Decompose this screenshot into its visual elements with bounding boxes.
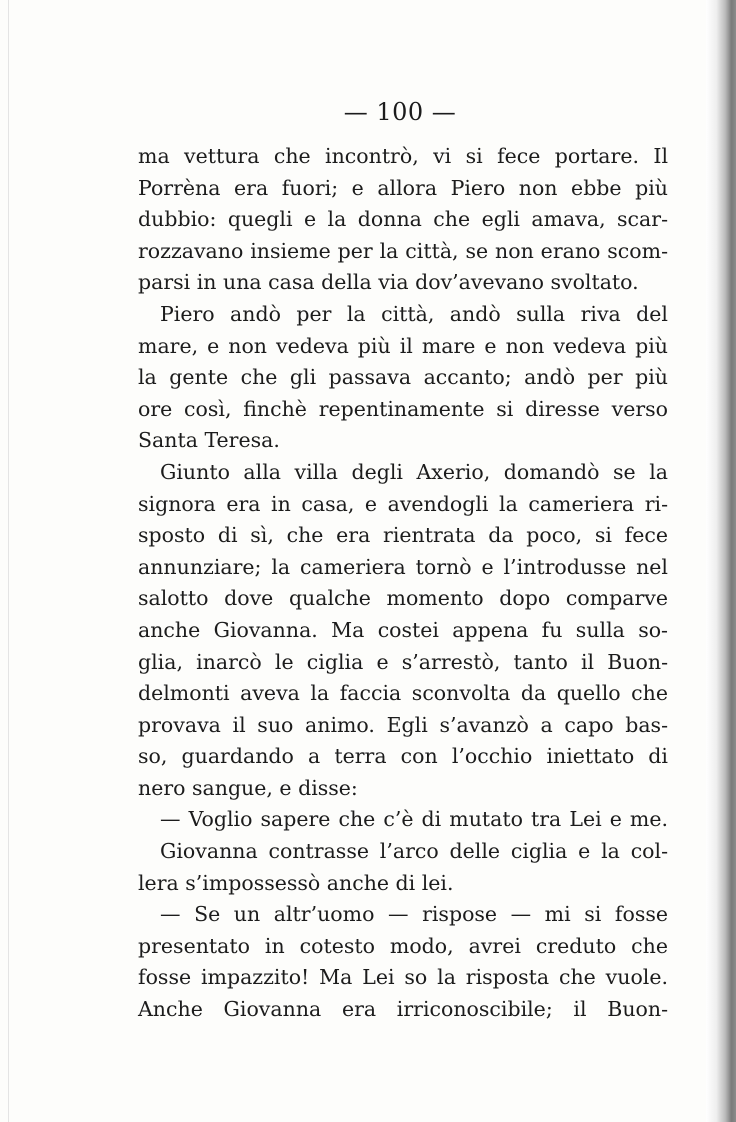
text-line: — Se un altr’uomo — rispose — mi si fosse: [160, 902, 668, 927]
text-line: Giovanna contrasse l’arco delle ciglia e la col-: [160, 839, 668, 864]
text-line: Giunto alla villa degli Axerio, domandò se la: [160, 459, 668, 484]
text-line: annunziare; la cameriera tornò e l’introdusse nel: [138, 554, 668, 579]
text-line: provava il suo animo. Egli s’avanzò a capo bas-: [138, 712, 668, 737]
text-line: sposto di sì, che era rientrata da poco, si fece: [138, 523, 668, 548]
body-text: [138, 141, 668, 1026]
text-line: dubbio: quegli e la donna che egli amava, scar-: [138, 207, 668, 232]
text-line: rozzavano insieme per la città, se non erano scom-: [138, 238, 668, 263]
text-line: delmonti aveva la faccia sconvolta da quello che: [138, 681, 668, 706]
text-line: Santa Teresa.: [138, 428, 280, 453]
page-left-rule: [8, 0, 9, 1122]
page-number: — 100 —: [343, 98, 457, 126]
binding-shadow: [706, 0, 736, 1122]
text-line: Anche Giovanna era irriconoscibile; il Buon-: [138, 997, 668, 1022]
text-line: ore così, finchè repentinamente si diresse verso: [138, 396, 668, 421]
text-line: mare, e non vedeva più il mare e non vedeva più: [138, 333, 668, 358]
text-line: parsi in una casa della via dov’avevano svoltato.: [138, 270, 639, 295]
text-line: Porrèna era fuori; e allora Piero non ebbe più: [138, 175, 668, 200]
text-line: anche Giovanna. Ma costei appena fu sulla so-: [138, 617, 668, 642]
text-line: — Voglio sapere che c’è di mutato tra Lei e me.: [160, 807, 668, 832]
text-line: so, guardando a terra con l’occhio iniettato di: [138, 744, 668, 769]
text-line: la gente che gli passava accanto; andò per più: [138, 365, 668, 390]
text-line: salotto dove qualche momento dopo comparve: [138, 586, 668, 611]
text-line: fosse impazzito! Ma Lei so la risposta che vuole.: [138, 965, 668, 990]
text-line: signora era in casa, e avendogli la cameriera ri-: [138, 491, 668, 516]
text-line: nero sangue, e disse:: [138, 775, 358, 800]
text-line: ma vettura che incontrò, vi si fece portare. Il: [138, 144, 668, 168]
text-line: Piero andò per la città, andò sulla riva del: [160, 301, 668, 326]
text-line: presentato in cotesto modo, avrei creduto che: [138, 933, 668, 958]
text-line: glia, inarcò le ciglia e s’arrestò, tanto il Buon-: [138, 649, 668, 674]
text-line: lera s’impossessò anche di lei.: [138, 870, 454, 895]
